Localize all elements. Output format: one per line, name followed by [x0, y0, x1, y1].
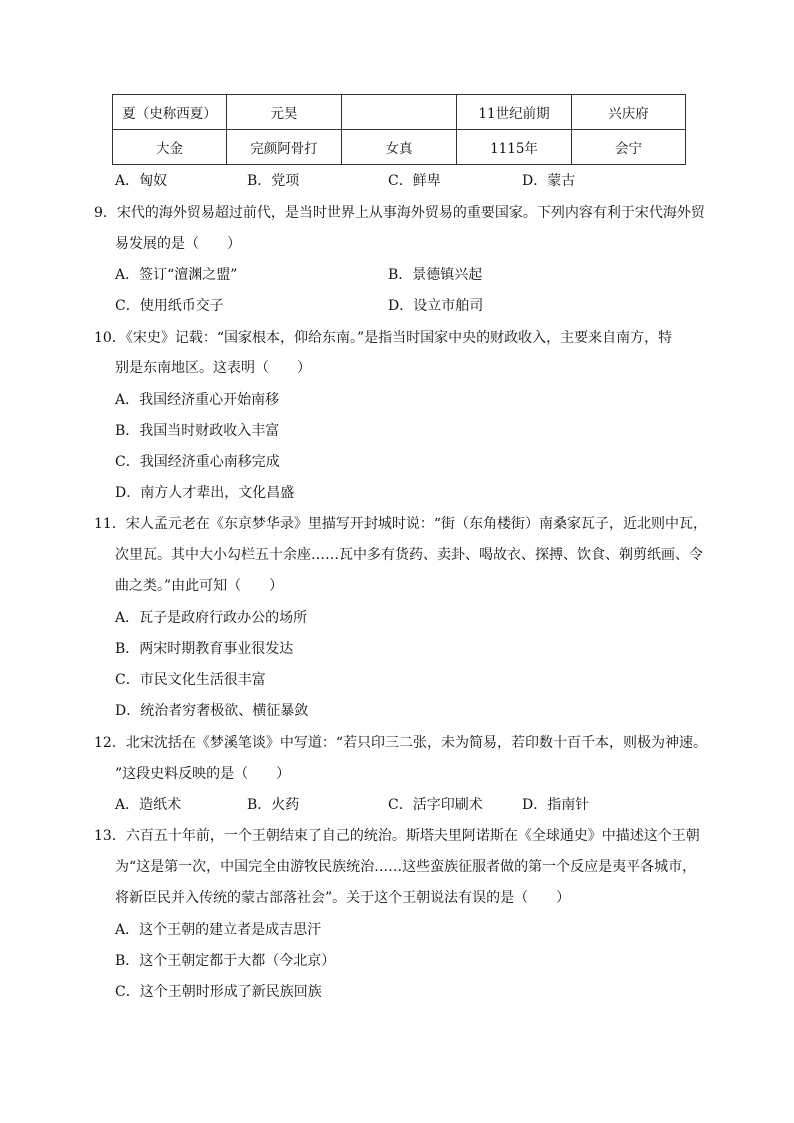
q13-option-b[interactable]: B．这个王朝定都于大都（今北京）	[115, 953, 336, 969]
q8-option-d[interactable]: D．蒙古	[522, 173, 576, 189]
q9-option-a[interactable]: A．签订“澶渊之盟”	[115, 267, 238, 283]
table-cell: 1115年	[457, 130, 572, 165]
q10-stem: 别是东南地区。这表明（ ）	[115, 360, 311, 376]
table-cell: 兴庆府	[572, 95, 686, 130]
q9-stem: 9．宋代的海外贸易超过前代，是当时世界上从事海外贸易的重要国家。下列内容有利于宋代海外贸	[94, 205, 705, 221]
table-cell: 完颜阿骨打	[227, 130, 342, 165]
q8-option-c[interactable]: C．鲜卑	[388, 173, 441, 189]
q13-option-a[interactable]: A．这个王朝的建立者是成吉思汗	[115, 922, 322, 938]
q12-stem: 12．北宋沈括在《梦溪笔谈》中写道：“若只印三二张，未为简易，若印数十百千本，则极为神速。	[94, 735, 707, 751]
q11-option-b[interactable]: B．两宋时期教育事业很发达	[115, 641, 294, 657]
q10-stem: 10．《宋史》记载：“国家根本，仰给东南。”是指当时国家中央的财政收入，主要来自南方，特	[94, 330, 673, 346]
q8-option-b[interactable]: B．党项	[247, 173, 300, 189]
table-row	[113, 130, 686, 165]
table-cell	[342, 95, 457, 130]
dynasty-table	[112, 94, 686, 165]
q13-stem: 将新臣民并入传统的蒙古部落社会”。关于这个王朝说法有误的是（ ）	[115, 890, 571, 906]
q13-stem: 为“这是第一次，中国完全由游牧民族统治……这些蛮族征服者做的第一个反应是夷平各城市，	[115, 859, 697, 875]
q13-option-c[interactable]: C．这个王朝时形成了新民族回族	[115, 984, 322, 1000]
q9-option-d[interactable]: D．设立市舶司	[388, 298, 484, 314]
table-cell: 夏（史称西夏）	[113, 95, 227, 130]
q11-stem: 11．宋人孟元老在《东京梦华录》里描写开封城时说：“街（东角楼街）南桑家瓦子，近北则中瓦，	[94, 516, 707, 532]
table-cell: 大金	[113, 130, 227, 165]
q8-option-a[interactable]: A．匈奴	[115, 173, 168, 189]
q12-stem: ”这段史料反映的是（ ）	[115, 766, 291, 782]
table-cell: 女真	[342, 130, 457, 165]
q9-stem: 易发展的是（ ）	[115, 236, 241, 252]
table-row	[113, 95, 686, 130]
q13-stem: 13．六百五十年前，一个王朝结束了自己的统治。斯塔夫里阿诺斯在《全球通史》中描述这个王朝	[94, 828, 700, 844]
q12-option-c[interactable]: C．活字印刷术	[388, 797, 483, 813]
q12-option-b[interactable]: B．火药	[247, 797, 300, 813]
q12-option-d[interactable]: D．指南针	[522, 797, 590, 813]
q9-option-b[interactable]: B．景德镇兴起	[388, 267, 483, 283]
q9-option-c[interactable]: C．使用纸币交子	[115, 298, 224, 314]
q11-option-a[interactable]: A．瓦子是政府行政办公的场所	[115, 610, 308, 626]
q11-stem: 曲之类。”由此可知（ ）	[115, 578, 284, 594]
q10-option-c[interactable]: C．我国经济重心南移完成	[115, 454, 280, 470]
q10-option-d[interactable]: D．南方人才辈出，文化昌盛	[115, 485, 295, 501]
q11-stem: 次里瓦。其中大小勾栏五十余座……瓦中多有货药、卖卦、喝故衣、探搏、饮食、剃剪纸画、令	[115, 547, 703, 563]
table-cell: 会宁	[572, 130, 686, 165]
q11-option-c[interactable]: C．市民文化生活很丰富	[115, 672, 266, 688]
table-cell: 11世纪前期	[457, 95, 572, 130]
q10-option-a[interactable]: A．我国经济重心开始南移	[115, 392, 280, 408]
q12-option-a[interactable]: A．造纸术	[115, 797, 182, 813]
table-cell: 元昊	[227, 95, 342, 130]
q10-option-b[interactable]: B．我国当时财政收入丰富	[115, 423, 280, 439]
q11-option-d[interactable]: D．统治者穷奢极欲、横征暴敛	[115, 703, 309, 719]
